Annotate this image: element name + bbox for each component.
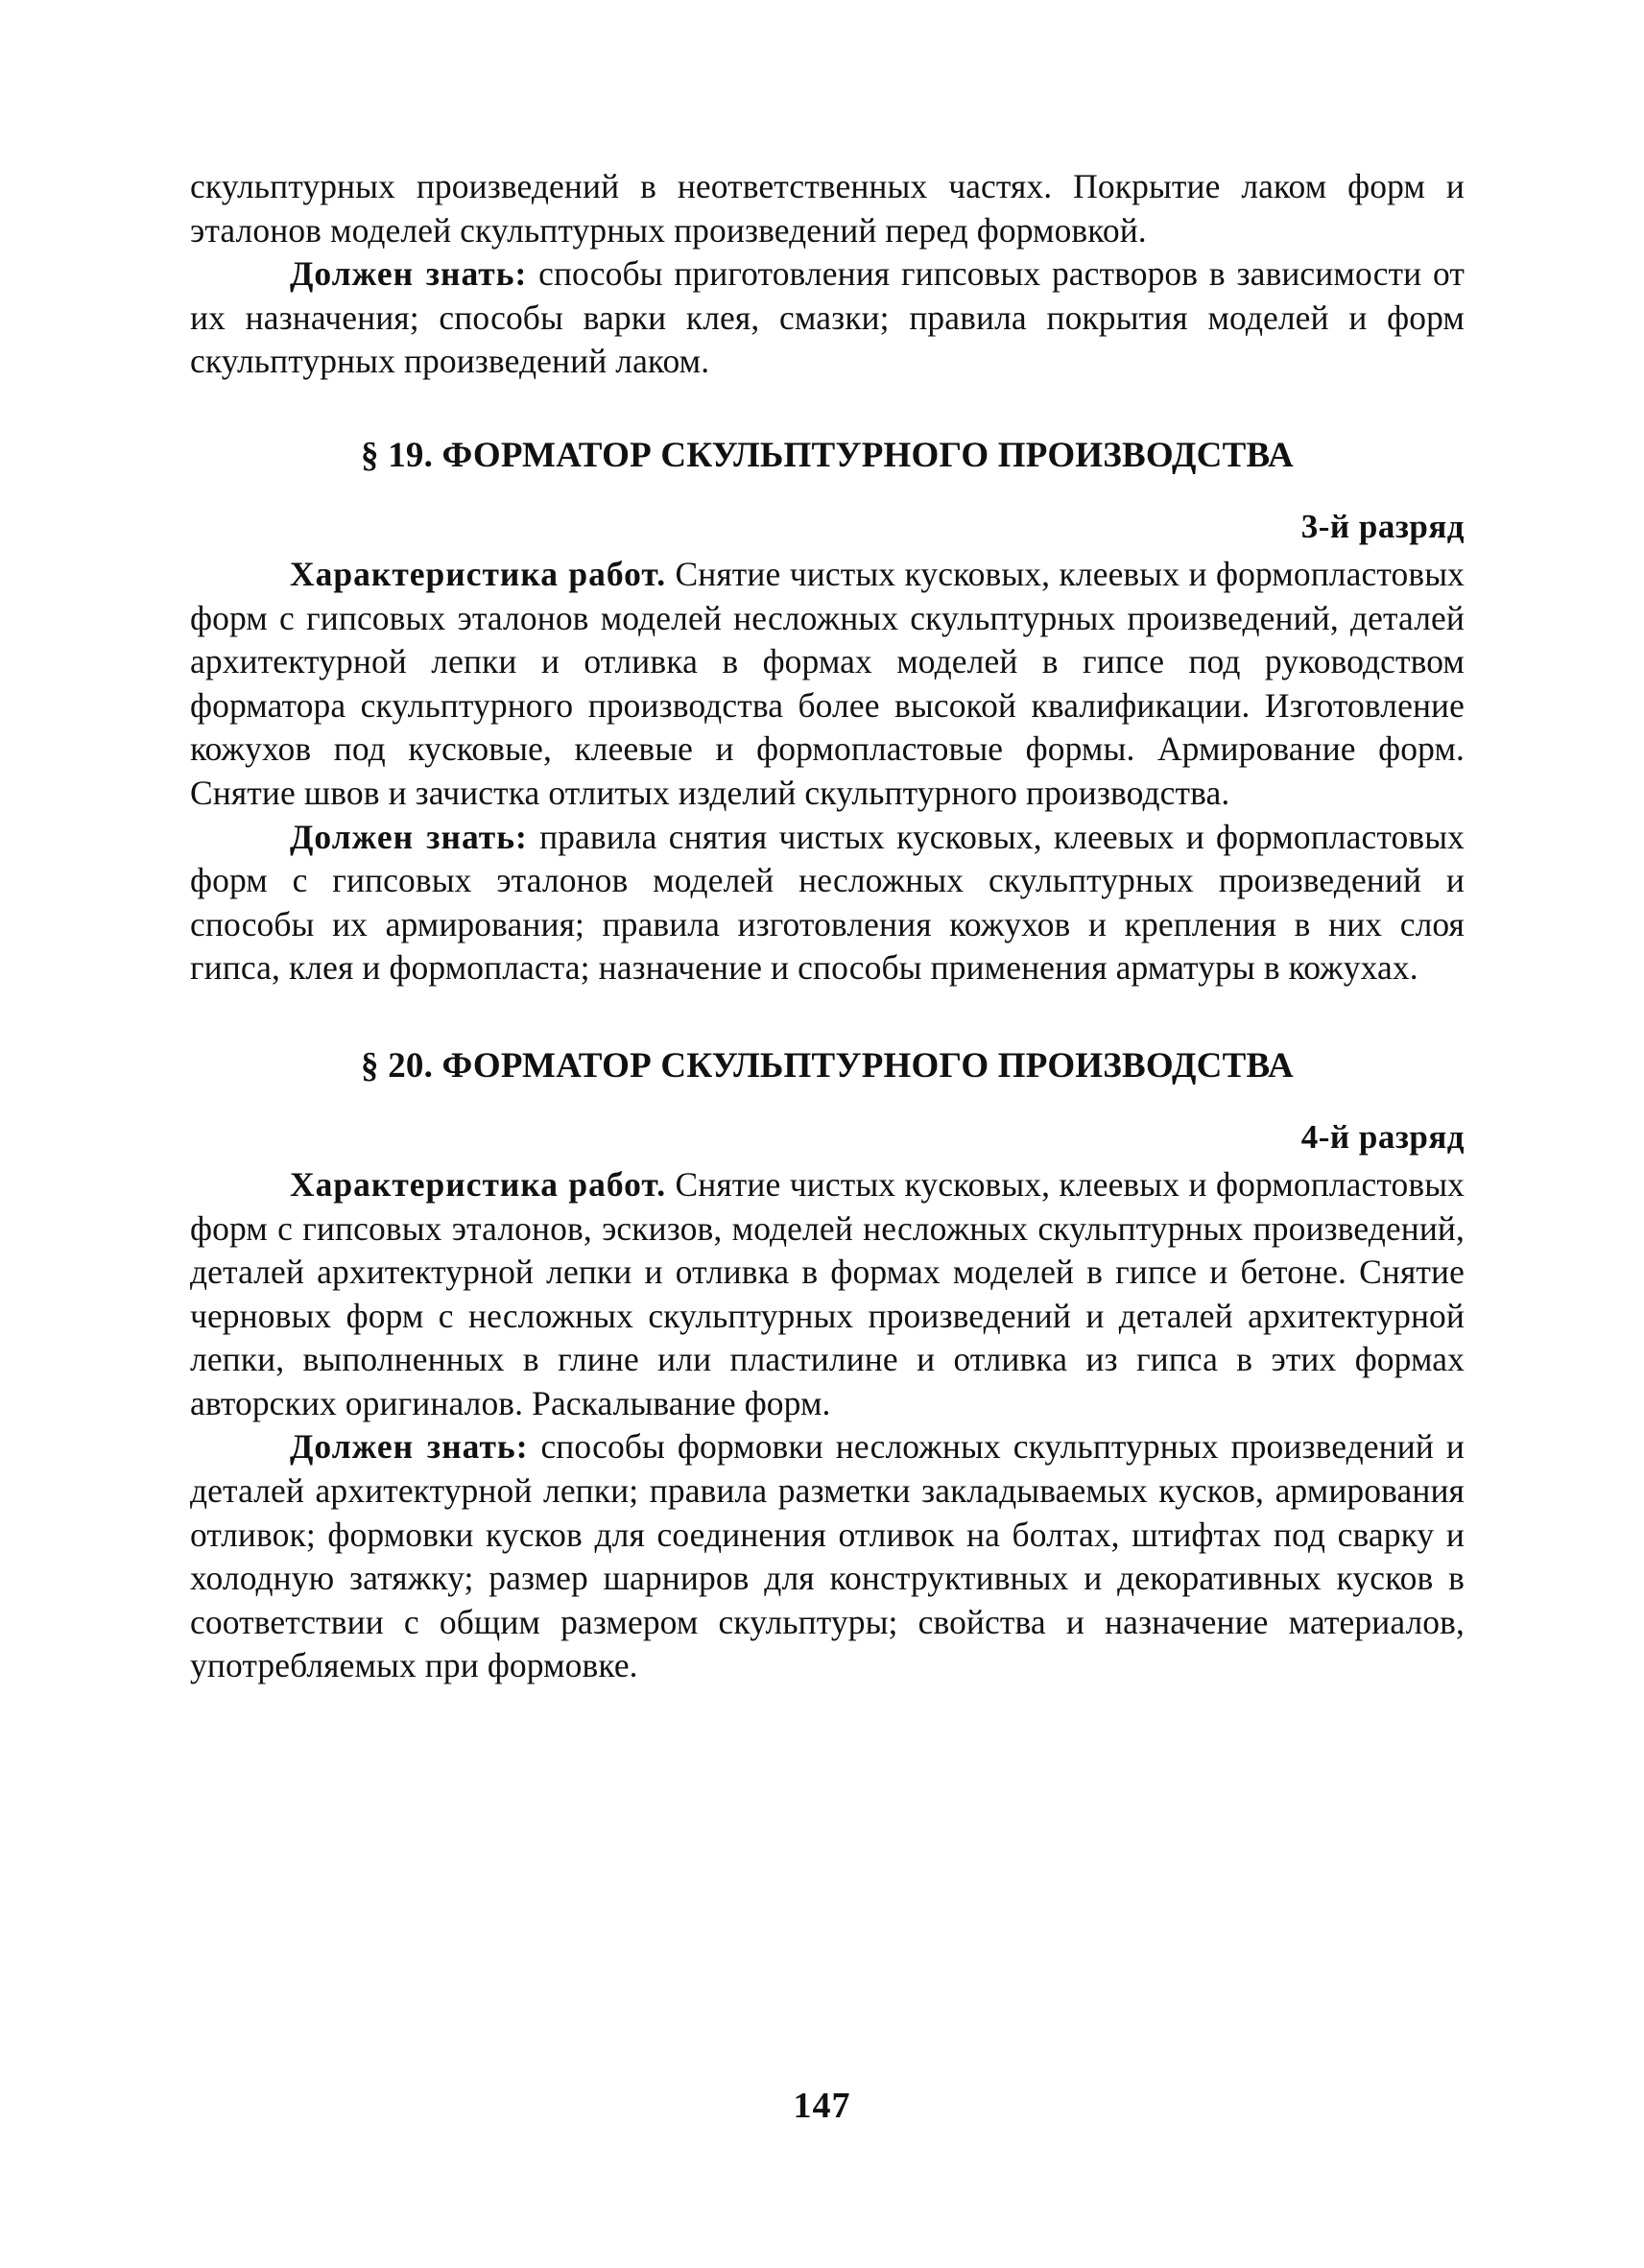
page-number: 147 <box>793 2086 851 2126</box>
section-19-grade: 3-й разряд <box>1300 507 1465 545</box>
work-characteristics-text: Снятие чистых кусковых, клеевых и формопластовых форм с гипсовых эталонов моделей несложных скульптурных произведений, деталей архитектурной лепки и отливка в формах моделей в гипсе под руководством форматора скульптурного производства более высокой квалификации. Изготовление кожухов под кусковые, клеевые и формопластовые формы. Армирование форм. Снятие швов и зачистка отлитых изделий скульптурного производства. <box>190 554 1465 812</box>
must-know-label: Должен знать: <box>290 254 528 294</box>
section-19-know-paragraph <box>190 816 1465 991</box>
section-20-work-paragraph <box>190 1163 1465 1426</box>
must-know-text: способы приготовления гипсовых растворов в зависимости от их назначения; способы варки клея, смазки; правила покрытия моделей и форм скульптурных произведений лаком. <box>190 254 1465 381</box>
page-content <box>190 165 1465 1688</box>
work-characteristics-label: Характеристика работ. <box>290 554 667 593</box>
intro-paragraph: скульптурных произведений в неответственных частях. Покрытие лаком форм и эталонов моделей скульптурных произведений перед формовкой. <box>190 167 1465 250</box>
section-20-heading: § 20. ФОРМАТОР СКУЛЬПТУРНОГО ПРОИЗВОДСТВА <box>361 1045 1294 1086</box>
section-20-know-paragraph <box>190 1425 1465 1688</box>
must-know-label: Должен знать: <box>290 1427 529 1467</box>
section-19-heading: § 19. ФОРМАТОР СКУЛЬПТУРНОГО ПРОИЗВОДСТВА <box>361 435 1294 475</box>
must-know-text: правила снятия чистых кусковых, клеевых и формопластовых форм с гипсовых эталонов моделей несложных скульптурных произведений и способы их армирования; правила изготовления кожухов и крепления в них слоя гипса, клея и формопласта; назначение и способы применения арматуры в кожухах. <box>190 817 1465 988</box>
must-know-text: способы формовки несложных скульптурных произведений и деталей архитектурной лепки; правила разметки закладываемых кусков, армирования отливок; формовки кусков для соединения отливок на болтах, штифтах под сварку и холодную затяжку; размер шарниров для конструктивных и декоративных кусков в соответствии с общим размером скульптуры; свойства и назначение материалов, употребляемых при формовке. <box>190 1427 1465 1685</box>
must-know-label: Должен знать: <box>290 817 528 856</box>
intro-must-know-paragraph <box>190 252 1465 384</box>
section-20-grade: 4-й разряд <box>1300 1117 1465 1156</box>
section-19-work-paragraph <box>190 553 1465 816</box>
work-characteristics-label: Характеристика работ. <box>290 1164 667 1204</box>
work-characteristics-text: Снятие чистых кусковых, клеевых и формопластовых форм с гипсовых эталонов, эскизов, моделей несложных скульптурных произведений, деталей архитектурной лепки и отливка в формах моделей в гипсе и бетоне. Снятие черновых форм с несложных скульптурных произведений и деталей архитектурной лепки, выполненных в глине или пластилине и отливка из гипса в этих формах авторских оригиналов. Раскалывание форм. <box>190 1164 1465 1422</box>
